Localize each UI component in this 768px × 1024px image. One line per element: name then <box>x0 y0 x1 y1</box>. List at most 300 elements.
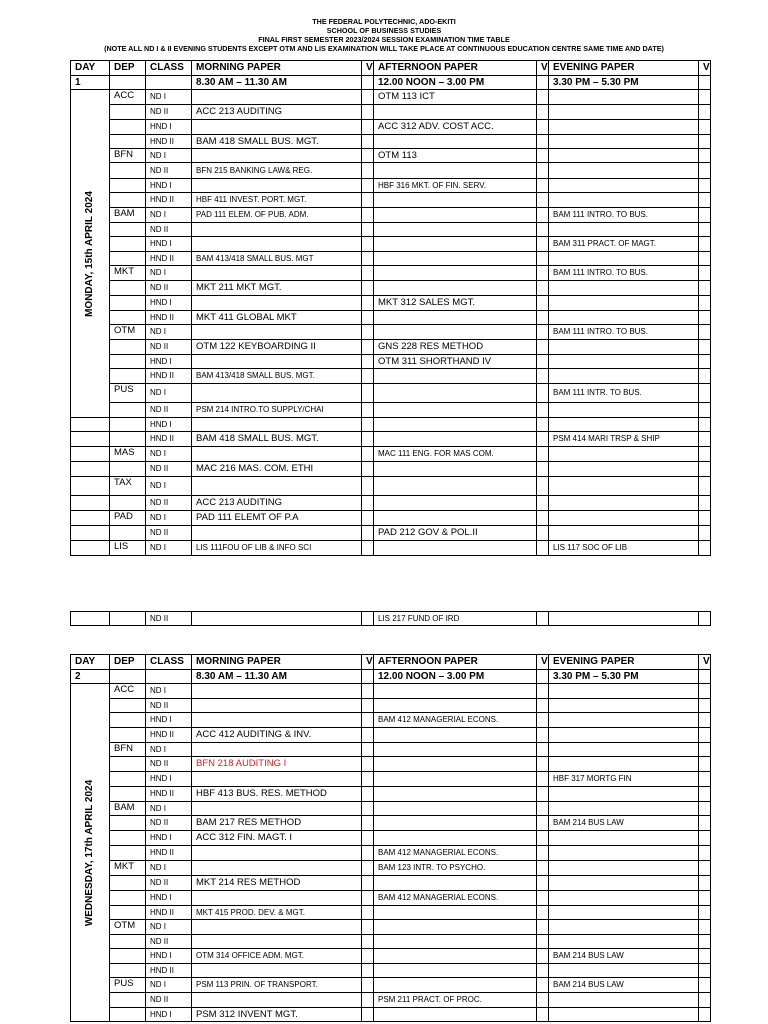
v-cell <box>699 949 711 964</box>
v-cell <box>362 281 374 296</box>
v-cell <box>699 526 711 541</box>
empty-cell <box>71 432 110 447</box>
morning-paper-cell <box>192 684 362 699</box>
morning-paper-cell <box>192 237 362 252</box>
afternoon-paper-cell: MAC 111 ENG. FOR MAS COM. <box>374 447 537 462</box>
morning-paper-cell <box>192 802 362 816</box>
afternoon-paper-cell <box>374 237 537 252</box>
table-row <box>71 369 711 384</box>
afternoon-paper-cell <box>374 699 537 713</box>
school-title: SCHOOL OF BUSINESS STUDIES <box>326 26 442 35</box>
dep-cell <box>110 163 146 179</box>
v-cell <box>362 403 374 418</box>
class-cell: ND II <box>146 281 192 296</box>
v-cell <box>699 861 711 876</box>
v-cell <box>699 403 711 418</box>
class-cell: ND I <box>146 802 192 816</box>
v-header: V <box>699 61 711 76</box>
timetable-title: FINAL FIRST SEMESTER 2023/2024 SESSION EXAMINATION TIME TABLE <box>258 35 510 44</box>
v-header: V <box>362 655 374 670</box>
morning-paper-cell: HBF 411 INVEST. PORT. MGT. <box>192 193 362 208</box>
dep-cell <box>110 252 146 266</box>
table-row <box>71 223 711 237</box>
table-row <box>71 296 711 311</box>
evening-header: EVENING PAPER <box>549 655 699 670</box>
morning-paper-cell: PSM 214 INTRO.TO SUPPLY/CHAI <box>192 403 362 418</box>
table-row <box>71 355 711 369</box>
v-cell <box>362 105 374 120</box>
v-cell <box>699 325 711 340</box>
v-cell <box>537 281 549 296</box>
v-header: V <box>362 61 374 76</box>
v-cell <box>537 418 549 432</box>
empty-cell <box>699 76 711 90</box>
evening-paper-cell <box>549 163 699 179</box>
evening-paper-cell <box>549 296 699 311</box>
dep-cell <box>110 831 146 846</box>
v-cell <box>699 163 711 179</box>
empty-cell <box>71 526 110 541</box>
v-cell <box>362 772 374 787</box>
class-cell: HND II <box>146 311 192 325</box>
class-cell: ND II <box>146 816 192 831</box>
v-cell <box>537 403 549 418</box>
morning-paper-cell <box>192 149 362 163</box>
day-date-cell <box>71 684 110 1022</box>
afternoon-paper-cell <box>374 384 537 403</box>
dep-cell <box>110 105 146 120</box>
v-cell <box>362 728 374 743</box>
v-cell <box>699 462 711 477</box>
afternoon-paper-cell <box>374 949 537 964</box>
evening-paper-cell <box>549 787 699 802</box>
evening-paper-cell <box>549 403 699 418</box>
v-cell <box>699 223 711 237</box>
dep-cell <box>110 296 146 311</box>
v-cell <box>699 496 711 511</box>
v-cell <box>362 891 374 906</box>
class-cell: HND II <box>146 193 192 208</box>
v-cell <box>362 325 374 340</box>
v-cell <box>699 296 711 311</box>
v-cell <box>537 432 549 447</box>
v-cell <box>699 90 711 105</box>
v-cell <box>537 935 549 949</box>
afternoon-paper-cell: PSM 211 PRACT. OF PROC. <box>374 993 537 1008</box>
table-row <box>71 846 711 861</box>
v-cell <box>362 699 374 713</box>
afternoon-paper-cell: BAM 412 MANAGERIAL ECONS. <box>374 846 537 861</box>
afternoon-paper-cell <box>374 418 537 432</box>
v-cell <box>537 787 549 802</box>
dep-cell <box>110 237 146 252</box>
evening-paper-cell <box>549 193 699 208</box>
class-cell: ND I <box>146 149 192 163</box>
afternoon-paper-cell <box>374 208 537 223</box>
v-cell <box>699 757 711 772</box>
morning-paper-cell <box>192 891 362 906</box>
table-row <box>71 90 711 105</box>
v-cell <box>699 418 711 432</box>
afternoon-paper-cell: OTM 113 ICT <box>374 90 537 105</box>
v-cell <box>362 846 374 861</box>
dep-cell <box>110 964 146 978</box>
v-cell <box>362 223 374 237</box>
dep-cell: TAX <box>110 477 146 496</box>
class-cell: ND II <box>146 699 192 713</box>
table-row <box>71 772 711 787</box>
morning-paper-cell <box>192 920 362 935</box>
evening-paper-cell <box>549 964 699 978</box>
class-cell: HND II <box>146 787 192 802</box>
table-row <box>71 541 711 556</box>
header-row <box>71 61 711 76</box>
evening-paper-cell: BAM 111 INTR. TO BUS. <box>549 384 699 403</box>
morning-paper-cell <box>192 477 362 496</box>
class-cell: ND II <box>146 403 192 418</box>
evening-paper-cell <box>549 340 699 355</box>
v-cell <box>699 920 711 935</box>
evening-paper-cell: BAM 111 INTRO. TO BUS. <box>549 208 699 223</box>
v-cell <box>362 418 374 432</box>
morning-paper-cell: BAM 413/418 SMALL BUS. MGT <box>192 252 362 266</box>
morning-header: MORNING PAPER <box>192 655 362 670</box>
v-cell <box>537 325 549 340</box>
empty-cell <box>71 496 110 511</box>
evening-header: EVENING PAPER <box>549 61 699 76</box>
table-row <box>71 802 711 816</box>
v-cell <box>537 296 549 311</box>
v-cell <box>699 208 711 223</box>
afternoon-paper-cell <box>374 935 537 949</box>
table-row <box>71 978 711 993</box>
evening-paper-cell: HBF 317 MORTG FIN <box>549 772 699 787</box>
morning-paper-cell <box>192 964 362 978</box>
class-cell: HND II <box>146 964 192 978</box>
class-cell: ND I <box>146 861 192 876</box>
class-cell: ND II <box>146 496 192 511</box>
table-row <box>71 403 711 418</box>
afternoon-paper-cell <box>374 311 537 325</box>
morning-paper-cell: PAD 111 ELEMT OF P.A <box>192 511 362 526</box>
table-row <box>71 149 711 163</box>
v-cell <box>537 105 549 120</box>
afternoon-paper-cell <box>374 541 537 556</box>
class-cell: HND I <box>146 355 192 369</box>
class-cell: ND II <box>146 223 192 237</box>
table-row <box>71 135 711 149</box>
table-row <box>71 163 711 179</box>
v-cell <box>699 193 711 208</box>
dep-cell <box>110 757 146 772</box>
v-cell <box>699 105 711 120</box>
dep-cell: MKT <box>110 266 146 281</box>
dep-cell: MKT <box>110 861 146 876</box>
evening-paper-cell <box>549 684 699 699</box>
evening-paper-cell <box>549 891 699 906</box>
morning-paper-cell <box>192 325 362 340</box>
morning-paper-cell: BAM 418 SMALL BUS. MGT. <box>192 432 362 447</box>
class-cell: HND I <box>146 713 192 728</box>
day-date: WEDNESDAY, 17th APRIL 2024 <box>84 779 95 926</box>
time-row <box>71 670 711 684</box>
v-cell <box>699 340 711 355</box>
dep-cell <box>110 787 146 802</box>
class-cell: ND II <box>146 993 192 1008</box>
afternoon-paper-cell: BAM 412 MANAGERIAL ECONS. <box>374 713 537 728</box>
afternoon-paper-cell: HBF 316 MKT. OF FIN. SERV. <box>374 179 537 193</box>
evening-paper-cell <box>549 920 699 935</box>
evening-paper-cell <box>549 993 699 1008</box>
afternoon-paper-cell <box>374 496 537 511</box>
v-header: V <box>699 655 711 670</box>
afternoon-paper-cell: LIS 217 FUND OF IRD <box>374 612 537 626</box>
v-cell <box>362 193 374 208</box>
evening-paper-cell <box>549 846 699 861</box>
v-cell <box>699 993 711 1008</box>
v-cell <box>699 432 711 447</box>
dep-cell <box>110 699 146 713</box>
table-row <box>71 949 711 964</box>
empty-cell <box>71 462 110 477</box>
morning-paper-cell <box>192 713 362 728</box>
v-cell <box>699 266 711 281</box>
v-cell <box>362 816 374 831</box>
evening-paper-cell <box>549 496 699 511</box>
v-header: V <box>537 655 549 670</box>
morning-paper-cell: ACC 312 FIN. MAGT. I <box>192 831 362 846</box>
class-cell: ND I <box>146 325 192 340</box>
class-cell: HND II <box>146 252 192 266</box>
v-cell <box>362 384 374 403</box>
v-cell <box>699 311 711 325</box>
v-cell <box>537 223 549 237</box>
class-cell: ND I <box>146 266 192 281</box>
institution-title: THE FEDERAL POLYTECHNIC, ADO-EKITI <box>312 17 456 26</box>
morning-paper-cell <box>192 90 362 105</box>
dep-cell: MAS <box>110 447 146 462</box>
evening-paper-cell <box>549 223 699 237</box>
v-cell <box>537 757 549 772</box>
v-cell <box>537 861 549 876</box>
empty-cell <box>699 670 711 684</box>
evening-paper-cell <box>549 462 699 477</box>
afternoon-paper-cell <box>374 193 537 208</box>
table-row <box>71 105 711 120</box>
evening-paper-cell <box>549 802 699 816</box>
v-cell <box>699 876 711 891</box>
v-cell <box>362 757 374 772</box>
afternoon-paper-cell <box>374 684 537 699</box>
afternoon-paper-cell <box>374 252 537 266</box>
morning-paper-cell: ACC 412 AUDITING & INV. <box>192 728 362 743</box>
evening-paper-cell <box>549 511 699 526</box>
v-cell <box>362 935 374 949</box>
v-cell <box>362 526 374 541</box>
dep-cell <box>110 728 146 743</box>
table-row <box>71 906 711 920</box>
day-date: MONDAY, 15th APRIL 2024 <box>84 190 95 317</box>
afternoon-paper-cell <box>374 978 537 993</box>
class-cell: HND I <box>146 179 192 193</box>
v-cell <box>699 846 711 861</box>
empty-cell <box>71 511 110 526</box>
afternoon-paper-cell <box>374 369 537 384</box>
evening-paper-cell <box>549 120 699 135</box>
morning-paper-cell <box>192 772 362 787</box>
v-cell <box>699 935 711 949</box>
morning-paper-cell <box>192 447 362 462</box>
v-cell <box>699 743 711 757</box>
afternoon-paper-cell <box>374 906 537 920</box>
table-row <box>71 384 711 403</box>
class-cell: HND I <box>146 418 192 432</box>
v-cell <box>537 340 549 355</box>
morning-paper-cell <box>192 355 362 369</box>
dep-cell <box>110 816 146 831</box>
v-cell <box>362 462 374 477</box>
v-cell <box>699 237 711 252</box>
v-cell <box>537 266 549 281</box>
evening-paper-cell: BAM 111 INTRO. TO BUS. <box>549 325 699 340</box>
v-cell <box>699 728 711 743</box>
dep-cell: OTM <box>110 920 146 935</box>
v-cell <box>537 772 549 787</box>
table-row <box>71 340 711 355</box>
v-cell <box>362 432 374 447</box>
table-row <box>71 477 711 496</box>
dep-cell <box>110 772 146 787</box>
v-cell <box>699 252 711 266</box>
v-cell <box>537 699 549 713</box>
table-row <box>71 831 711 846</box>
afternoon-time: 12.00 NOON – 3.00 PM <box>374 76 537 90</box>
day-date-cell <box>71 90 110 418</box>
evening-paper-cell <box>549 418 699 432</box>
v-cell <box>537 149 549 163</box>
morning-paper-cell <box>192 699 362 713</box>
empty-cell <box>146 76 192 90</box>
v-cell <box>537 237 549 252</box>
class-cell: ND I <box>146 978 192 993</box>
evening-paper-cell <box>549 743 699 757</box>
dep-cell: BAM <box>110 208 146 223</box>
morning-paper-cell: ACC 213 AUDITING <box>192 105 362 120</box>
v-cell <box>362 340 374 355</box>
v-cell <box>699 511 711 526</box>
v-cell <box>537 713 549 728</box>
table-row <box>71 713 711 728</box>
table-row <box>71 1008 711 1022</box>
morning-paper-cell: MKT 214 RES METHOD <box>192 876 362 891</box>
class-header: CLASS <box>146 655 192 670</box>
afternoon-paper-cell: MKT 312 SALES MGT. <box>374 296 537 311</box>
dep-cell: LIS <box>110 541 146 556</box>
table-row <box>71 266 711 281</box>
table-row <box>71 432 711 447</box>
v-cell <box>699 120 711 135</box>
v-header: V <box>537 61 549 76</box>
afternoon-paper-cell <box>374 403 537 418</box>
v-cell <box>699 802 711 816</box>
dep-cell <box>110 993 146 1008</box>
v-cell <box>699 699 711 713</box>
dep-cell <box>110 496 146 511</box>
class-cell: ND II <box>146 935 192 949</box>
afternoon-paper-cell: BAM 412 MANAGERIAL ECONS. <box>374 891 537 906</box>
evening-paper-cell <box>549 728 699 743</box>
v-cell <box>362 208 374 223</box>
table-row <box>71 935 711 949</box>
afternoon-paper-cell <box>374 266 537 281</box>
table-row <box>71 526 711 541</box>
afternoon-paper-cell <box>374 1008 537 1022</box>
class-cell: ND II <box>146 163 192 179</box>
v-cell <box>699 1008 711 1022</box>
class-cell: HND II <box>146 432 192 447</box>
dep-cell: PAD <box>110 511 146 526</box>
afternoon-paper-cell <box>374 816 537 831</box>
morning-paper-cell: PAD 111 ELEM. OF PUB. ADM. <box>192 208 362 223</box>
class-cell: HND I <box>146 891 192 906</box>
afternoon-paper-cell <box>374 105 537 120</box>
empty-cell <box>362 670 374 684</box>
dep-cell <box>110 223 146 237</box>
evening-paper-cell: PSM 414 MARI TRSP & SHIP <box>549 432 699 447</box>
day-header: DAY <box>71 61 110 76</box>
v-cell <box>537 993 549 1008</box>
class-cell: HND I <box>146 237 192 252</box>
v-cell <box>537 447 549 462</box>
afternoon-paper-cell <box>374 802 537 816</box>
dep-cell <box>110 369 146 384</box>
class-cell: ND I <box>146 447 192 462</box>
morning-paper-cell: PSM 312 INVENT MGT. <box>192 1008 362 1022</box>
evening-paper-cell <box>549 876 699 891</box>
table-row <box>71 757 711 772</box>
class-header: CLASS <box>146 61 192 76</box>
v-cell <box>699 891 711 906</box>
v-cell <box>362 252 374 266</box>
afternoon-paper-cell <box>374 964 537 978</box>
evening-paper-cell <box>549 477 699 496</box>
v-cell <box>537 369 549 384</box>
v-cell <box>699 149 711 163</box>
evening-paper-cell <box>549 757 699 772</box>
dep-cell <box>110 120 146 135</box>
empty-cell <box>110 76 146 90</box>
day1-extra-table <box>70 611 711 626</box>
evening-time: 3.30 PM – 5.30 PM <box>549 670 699 684</box>
table-row <box>71 684 711 699</box>
evening-paper-cell <box>549 179 699 193</box>
table-row <box>71 462 711 477</box>
v-cell <box>699 787 711 802</box>
morning-paper-cell: OTM 314 OFFICE ADM. MGT. <box>192 949 362 964</box>
class-cell: ND II <box>146 340 192 355</box>
afternoon-paper-cell <box>374 135 537 149</box>
v-cell <box>362 684 374 699</box>
v-cell <box>537 1008 549 1022</box>
afternoon-paper-cell <box>374 757 537 772</box>
evening-paper-cell <box>549 526 699 541</box>
empty-cell <box>110 670 146 684</box>
morning-header: MORNING PAPER <box>192 61 362 76</box>
v-cell <box>699 831 711 846</box>
morning-paper-cell: MKT 411 GLOBAL MKT <box>192 311 362 325</box>
v-cell <box>537 120 549 135</box>
v-cell <box>537 135 549 149</box>
